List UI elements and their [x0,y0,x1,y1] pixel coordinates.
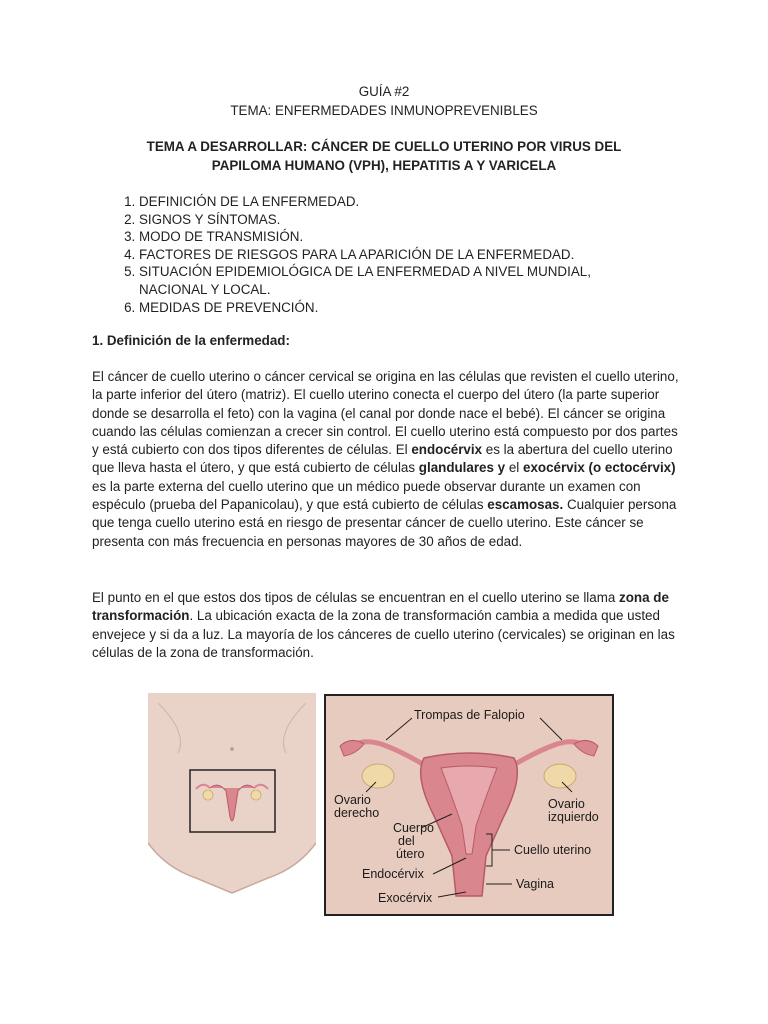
text-run: es la parte externa del cuello uterino que un médico puede observar durante un examen con espéculo (prueba del Papanicolau), y que está cubierto de células [92,478,641,513]
section-heading: 1. Definición de la enfermedad: [92,333,290,348]
list-item: 2. SIGNOS Y SÍNTOMAS. [139,211,699,229]
label-uterus-body-3: útero [396,847,425,861]
torso-illustration [148,693,316,897]
uterus-diagram [324,694,614,916]
text-run: Cualquier persona que tenga cuello uterino está en riesgo de presentar cáncer de cuello uterino. Este cáncer se presenta con más frecuencia en personas mayores de 30 años de edad. [92,497,677,549]
list-item: 3. MODO DE TRANSMISIÓN. [139,228,699,246]
torso-drawing [148,693,316,897]
text-run: . La ubicación exacta de la zona de transformación cambia a medida que usted envejece y si da a luz. La mayoría de los cánceres de cuello uterino (cervicales) se originan en las células de la zona de transformación. [92,608,675,660]
label-right-ovary-1: Ovario [334,793,371,807]
label-fallopian-tubes: Trompas de Falopio [414,708,525,722]
list-item: 6. MEDIDAS DE PREVENCIÓN. [139,299,699,317]
label-right-ovary-2: derecho [334,806,380,820]
bold-term-glandulares: glandulares y [418,460,506,476]
topics-list [96,193,699,316]
bold-term-exocervix: exocérvix (o ectocérvix) [523,460,676,476]
definition-paragraph [92,368,682,551]
label-cervix: Cuello uterino [514,843,592,857]
text-run: El cáncer de cuello uterino o cáncer cervical se origina en las células que revisten el cuello uterino, la parte inferior del útero (matriz). El cuello uterino conecta el cuerpo del útero (la parte superior donde se desarrolla el feto) con la vagina (el canal por donde nace el bebé). El cáncer se origina cuando las células comienzan a crecer sin control. El cuello uterino está compuesto por dos partes y está cubierto con dos tipos diferentes de células. El [92,369,679,458]
label-exocervix: Exocérvix [378,891,433,905]
label-left-ovary-1: Ovario [548,797,585,811]
topic-title: TEMA: ENFERMEDADES INMUNOPREVENIBLES [230,103,538,118]
list-item: 5. SITUACIÓN EPIDEMIOLÓGICA DE LA ENFERMEDAD A NIVEL MUNDIAL, NACIONAL Y LOCAL. [139,263,609,298]
label-uterus-body-1: Cuerpo [393,821,434,835]
label-endocervix: Endocérvix [362,867,424,881]
bold-term-escamosas: escamosas. [487,497,564,513]
label-uterus-body-2: del [398,834,415,848]
text-run: el [505,460,523,476]
list-item: 1. DEFINICIÓN DE LA ENFERMEDAD. [139,193,699,211]
bold-term-zona: zona de transformación [92,590,669,624]
text-run: El punto en el que estos dos tipos de células se encuentran en el cuello uterino se llama [92,590,620,605]
list-item: 4. FACTORES DE RIESGOS PARA LA APARICIÓN DE LA ENFERMEDAD. [139,246,699,264]
bold-term-endocervix: endocérvix [411,442,483,458]
develop-topic-line-1: TEMA A DESARROLLAR: CÁNCER DE CUELLO UTERINO POR VIRUS DEL [146,139,622,154]
label-vagina: Vagina [516,877,554,891]
develop-topic-line-2: PAPILOMA HUMANO (VPH), HEPATITIS A Y VARICELA [211,158,557,173]
transformation-zone-paragraph [92,589,682,662]
label-left-ovary-2: izquierdo [548,810,599,824]
guide-number: GUÍA #2 [358,84,410,99]
text-run: es la abertura del cuello uterino que lleva hasta el útero, y que está cubierto de células [92,442,673,476]
